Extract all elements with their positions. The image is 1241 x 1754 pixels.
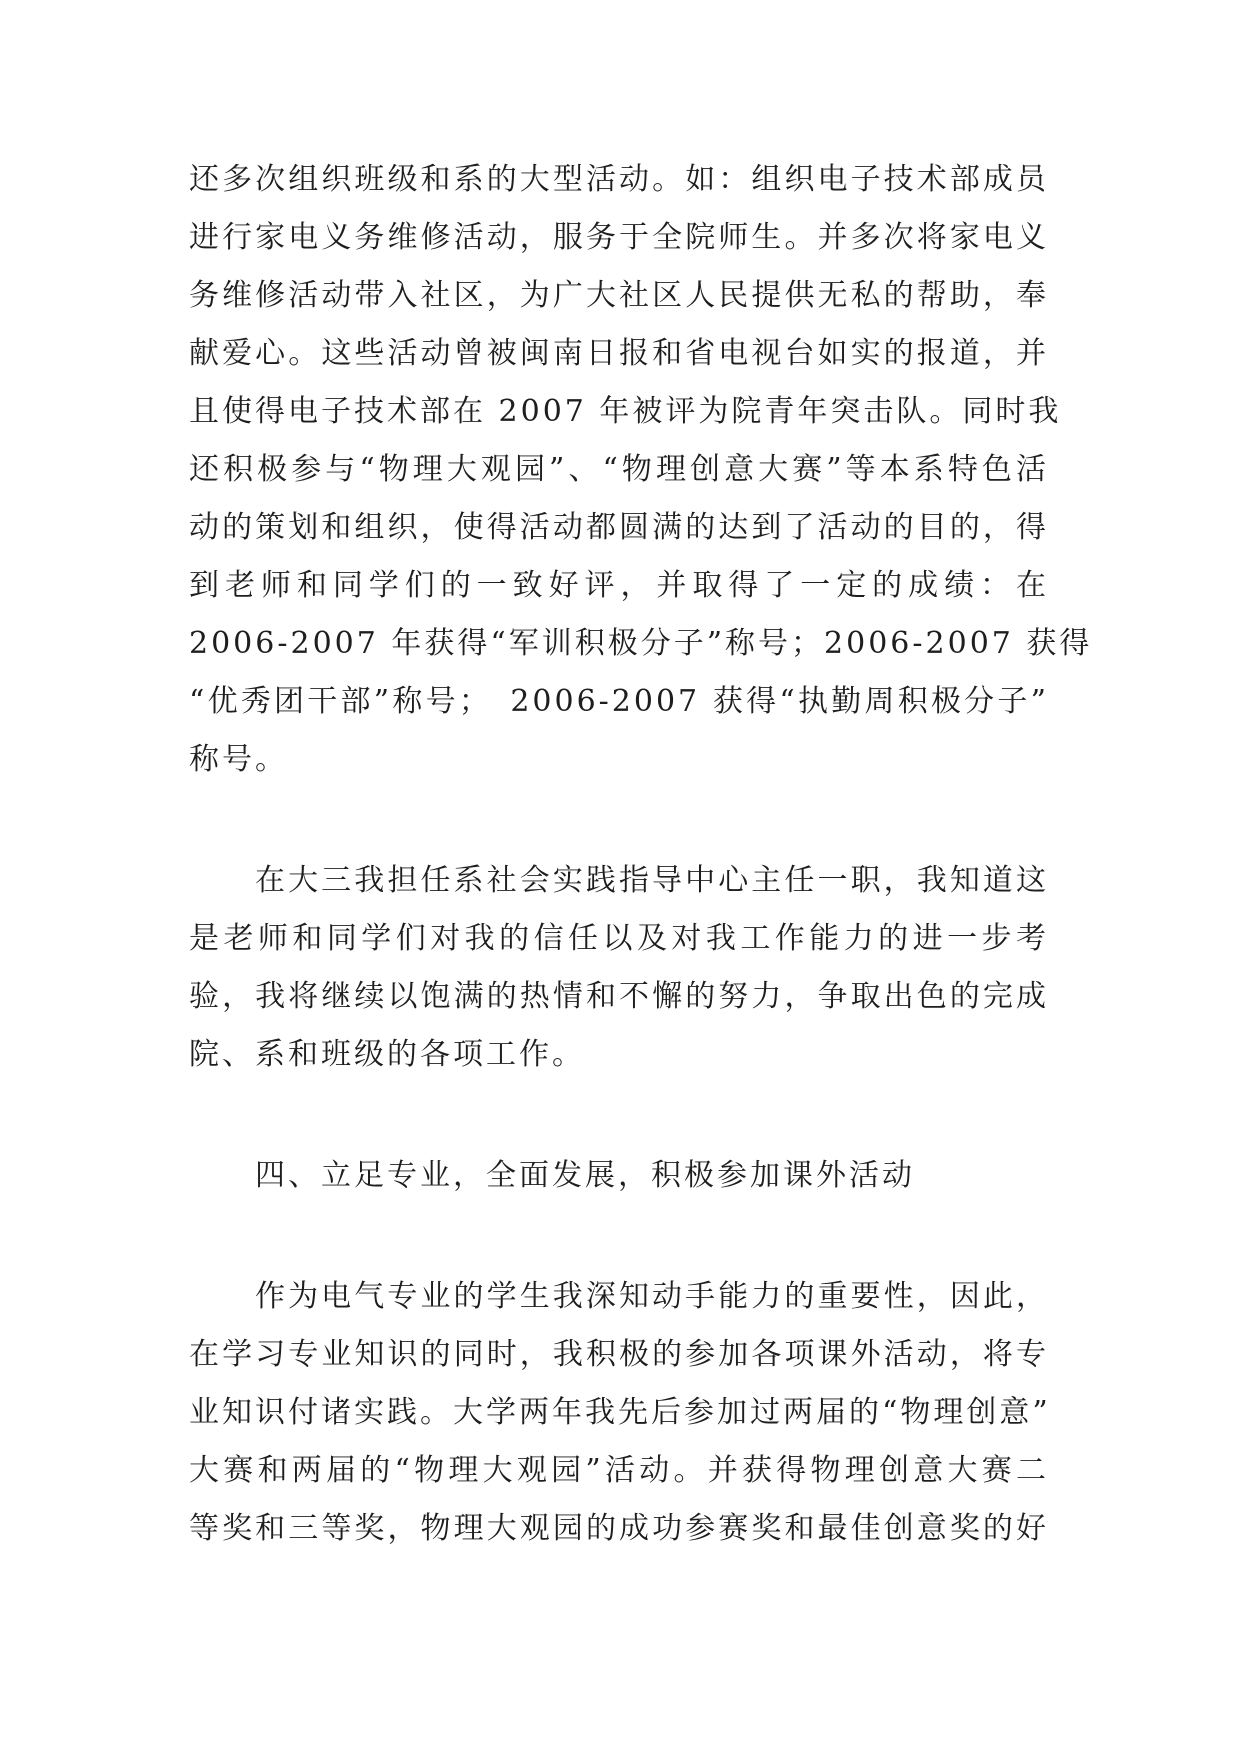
paragraph-line: 2006-2007 年获得“军训积极分子”称号；2006-2007 获得	[189, 626, 1093, 661]
paragraph-line: 等奖和三等奖，物理大观园的成功参赛奖和最佳创意奖的好	[189, 1511, 1049, 1546]
paragraph-line: 院、系和班级的各项工作。	[189, 1037, 585, 1072]
paragraph-line: 作为电气专业的学生我深知动手能力的重要性，因此，	[255, 1279, 1049, 1314]
paragraph-line: 进行家电义务维修活动，服务于全院师生。并多次将家电义	[189, 220, 1049, 255]
paragraph-line: 大赛和两届的“物理大观园”活动。并获得物理创意大赛二	[189, 1453, 1049, 1488]
paragraph-line: 业知识付诸实践。大学两年我先后参加过两届的“物理创意”	[189, 1395, 1051, 1430]
paragraph-line: 务维修活动带入社区，为广大社区人民提供无私的帮助，奉	[189, 278, 1049, 313]
paragraph-line: 是老师和同学们对我的信任以及对我工作能力的进一步考	[189, 921, 1049, 956]
paragraph-line: 还积极参与“物理大观园”、“物理创意大赛”等本系特色活	[189, 452, 1049, 487]
paragraph-line: “优秀团干部”称号； 2006-2007 获得“执勤周积极分子”	[189, 684, 1049, 719]
paragraph-line: 称号。	[189, 742, 288, 777]
paragraph-line: 且使得电子技术部在 2007 年被评为院青年突击队。同时我	[189, 394, 1062, 429]
section-heading: 四、立足专业，全面发展，积极参加课外活动	[255, 1158, 915, 1193]
paragraph-line: 还多次组织班级和系的大型活动。如：组织电子技术部成员	[189, 162, 1049, 197]
paragraph-line: 在大三我担任系社会实践指导中心主任一职，我知道这	[255, 863, 1049, 898]
paragraph-line: 验，我将继续以饱满的热情和不懈的努力，争取出色的完成	[189, 979, 1049, 1014]
paragraph-line: 献爱心。这些活动曾被闽南日报和省电视台如实的报道，并	[189, 336, 1049, 371]
paragraph-line: 在学习专业知识的同时，我积极的参加各项课外活动，将专	[189, 1337, 1049, 1372]
paragraph-line: 到老师和同学们的一致好评，并取得了一定的成绩：在	[189, 568, 1049, 603]
paragraph-line: 动的策划和组织，使得活动都圆满的达到了活动的目的，得	[189, 510, 1049, 545]
